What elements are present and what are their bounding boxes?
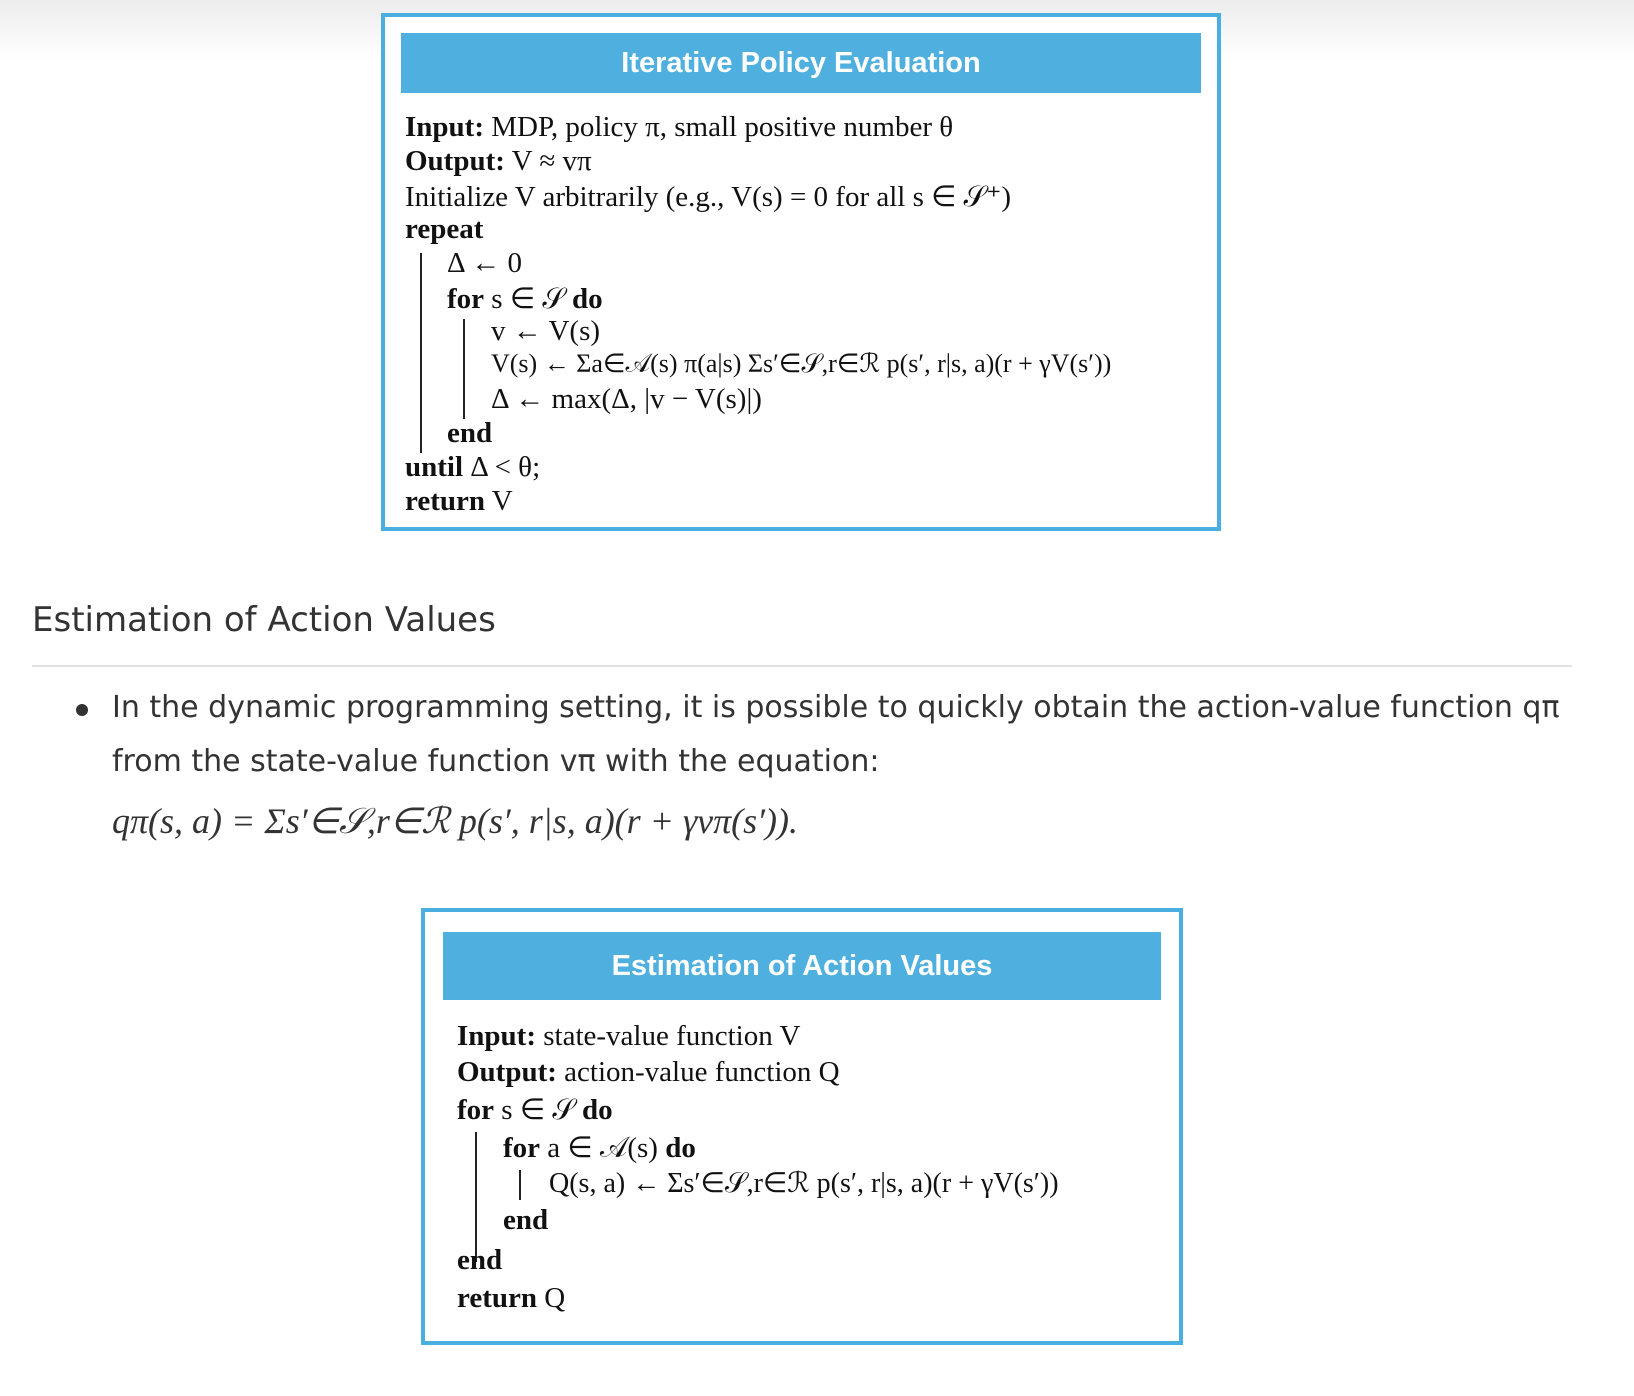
- indent-bar: [463, 319, 465, 419]
- keyword: end: [447, 417, 493, 449]
- line-text: Δ < θ;: [463, 451, 541, 483]
- indent-bar: [519, 1170, 521, 1200]
- algo-line: [405, 179, 1011, 214]
- keyword: for: [447, 283, 485, 315]
- line-text: action-value function Q: [556, 1056, 840, 1088]
- indent-bar: [420, 253, 422, 453]
- line-text: Δ ← 0: [447, 247, 523, 279]
- keyword: Output:: [457, 1056, 557, 1088]
- keyword: return: [405, 485, 486, 517]
- bullet-dot: [76, 704, 88, 716]
- line-text: a ∈ 𝒜(s): [540, 1132, 666, 1164]
- section-divider: [32, 665, 1572, 667]
- algo-line: [503, 1130, 696, 1165]
- keyword: Input:: [457, 1020, 536, 1052]
- iterative-policy-evaluation-box: [381, 13, 1221, 531]
- keyword: do: [665, 1132, 696, 1164]
- algo-box-title: Iterative Policy Evaluation: [401, 33, 1201, 93]
- algo-line: [405, 485, 513, 518]
- algo-line: [405, 111, 953, 144]
- algo-line: [405, 213, 483, 246]
- line-text: V ≈ vπ: [504, 145, 592, 177]
- algo-body: [457, 1020, 1157, 1330]
- line-text: Initialize V arbitrarily (e.g., V(s) = 0 for all s ∈ 𝒮⁺): [405, 181, 1012, 213]
- keyword: Output:: [405, 145, 505, 177]
- algo-line: [405, 145, 592, 178]
- keyword: return: [457, 1282, 538, 1314]
- keyword: for: [457, 1094, 495, 1126]
- algo-line: [457, 1056, 840, 1089]
- line-text: V: [485, 485, 513, 517]
- algo-line: [549, 1166, 1059, 1200]
- algo-line: [491, 349, 1111, 380]
- algo-line: [447, 281, 603, 316]
- algo-line: [491, 383, 762, 416]
- indent-bar: [475, 1132, 477, 1262]
- line-text: Q: [537, 1282, 566, 1314]
- keyword: do: [572, 283, 603, 315]
- algo-line: [457, 1020, 800, 1053]
- keyword: end: [503, 1204, 549, 1236]
- algo-line: [447, 417, 492, 450]
- section-heading: Estimation of Action Values: [32, 600, 496, 640]
- estimation-action-values-box: [421, 908, 1183, 1345]
- line-text: s ∈ 𝒮: [484, 283, 573, 315]
- line-text: Δ ← max(Δ, |v − V(s)|): [491, 383, 762, 415]
- keyword: repeat: [405, 213, 484, 245]
- algo-line: [457, 1092, 613, 1127]
- line-text: V(s) ← Σa∈𝒜(s) π(a|s) Σs′∈𝒮,r∈ℛ p(s′, r|s, a)(r + γV(s′)): [491, 349, 1112, 378]
- bullet-text-line1: In the dynamic programming setting, it is possible to quickly obtain the action-value function qπ: [112, 690, 1560, 725]
- keyword: do: [582, 1094, 613, 1126]
- algo-line: [405, 451, 540, 484]
- keyword: for: [503, 1132, 541, 1164]
- algo-line: [447, 247, 522, 280]
- algo-body: [405, 111, 1205, 521]
- algo-line: [503, 1204, 548, 1237]
- action-value-equation: qπ(s, a) = Σs′∈𝒮,r∈ℛ p(s′, r|s, a)(r + γvπ(s′)).: [112, 801, 799, 841]
- algo-line: [457, 1282, 565, 1315]
- algo-box-title: Estimation of Action Values: [443, 932, 1161, 1000]
- keyword: end: [457, 1244, 503, 1276]
- algo-line: [491, 315, 600, 348]
- line-text: Q(s, a) ← Σs′∈𝒮,r∈ℛ p(s′, r|s, a)(r + γV(s′)): [549, 1168, 1059, 1199]
- line-text: s ∈ 𝒮: [494, 1094, 583, 1126]
- keyword: Input:: [405, 111, 484, 143]
- algo-line: [457, 1244, 502, 1277]
- line-text: state-value function V: [536, 1020, 801, 1052]
- line-text: v ← V(s): [491, 315, 601, 347]
- keyword: until: [405, 451, 464, 483]
- bullet-text-line2: from the state-value function vπ with the equation:: [112, 744, 880, 779]
- line-text: MDP, policy π, small positive number θ: [484, 111, 954, 143]
